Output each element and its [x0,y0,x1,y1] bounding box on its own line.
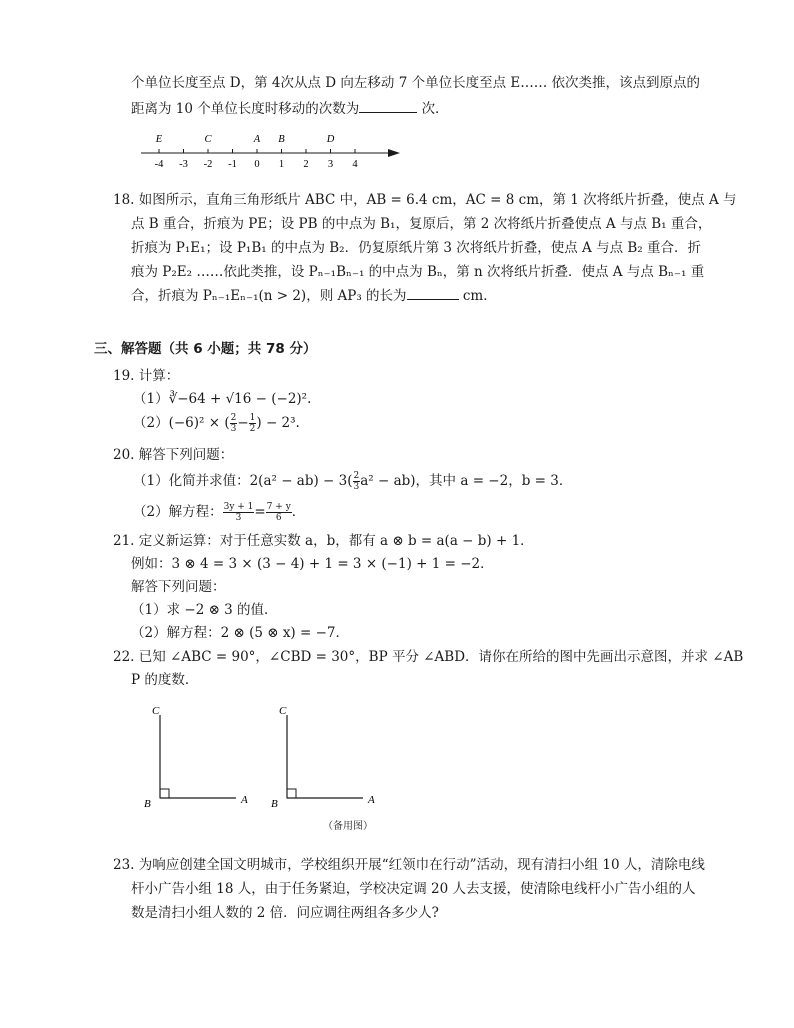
number-line-point-label: B [278,134,285,145]
q22-line-2: P 的度数． [131,672,199,688]
right-angle-icon [160,789,169,798]
number-line [136,128,406,172]
q22-spare-caption: （备用图） [323,821,373,832]
q17-line-2-end: 次． [421,101,449,117]
q20-fraction-3: $\frac{7 + y}{6}$ [266,502,291,523]
number-line-point-label: A [253,134,261,145]
q19-fraction-2: $\frac{1}{2}$ [249,413,256,434]
q18-line-2: 点 B 重合，折痕为 PE；设 PB 的中点为 B₁，复原后，第 2 次将纸片折叠使点 A 与点 B₁ 重合， [131,216,712,232]
number-line-point-label: C [204,134,212,145]
label-c: C [279,705,287,717]
q19-part-2-b: ) − 2³. [256,415,300,431]
number-line-tick-label: -1 [228,159,237,170]
q23-line-1: 23. 为响应创建全国文明城市，学校组织开展“红领巾在行动”活动，现有清扫小组 10 人，清除电线 [113,857,705,873]
number-line-tick-label: 1 [278,159,285,170]
q19-part-1: （1）∛−64 + √16 − (−2)². [133,391,312,407]
q17-answer-blank[interactable] [359,98,417,113]
q18-line-4: 痕为 P₂E₂ ……依此类推，设 Pₙ₋₁Bₙ₋₁ 的中点为 Bₙ，第 n 次将纸片折叠．使点 A 与点 Bₙ₋₁ 重 [131,264,705,280]
q19-part-2-a: （2）(−6)² × ( [133,415,230,431]
q20-part-2 [133,502,305,523]
q21-example: 例如：3 ⊗ 4 = 3 × (3 − 4) + 1 = 3 × (−1) + 1 = −2． [131,556,494,572]
q17-line-2-text: 距离为 10 个单位长度时移动的次数为 [131,101,360,117]
right-angle-icon [287,789,296,798]
q22-figure-spare [267,700,387,815]
q20-fraction-2: $\frac{3y + 1}{3}$ [223,502,254,523]
label-a: A [368,794,375,806]
q20-part-1 [133,471,572,492]
q20-part-1-b: a² − ab)，其中 a = −2，b = 3． [360,473,573,489]
q18-line-5-text: 合，折痕为 Pₙ₋₁Eₙ₋₁(n > 2)，则 AP₃ 的长为 [131,288,407,304]
q21-part-1: （1）求 −2 ⊗ 3 的值． [131,602,278,618]
q20-part-1-a: （1）化简并求值：2(a² − ab) − 3( [133,473,353,489]
q23-line-2: 杆小广告小组 18 人，由于任务紧迫，学校决定调 20 人去支援，使清除电线杆小广告小组的人 [131,881,696,897]
number-line-tick-label: 3 [327,159,334,170]
number-line-arrow-icon [388,149,400,157]
q21-title: 21. 定义新运算：对于任意实数 a，b，都有 a ⊗ b = a(a − b) + 1． [113,533,534,549]
q18-line-1: 18. 如图所示，直角三角形纸片 ABC 中，AB = 6.4 cm，AC = 8 cm，第 1 次将纸片折叠，使点 A 与 [113,192,737,208]
number-line-tick-label: 2 [303,159,309,170]
q18-answer-blank[interactable] [407,285,459,300]
q21-part-2: （2）解方程：2 ⊗ (5 ⊗ x) = −7． [131,625,349,641]
number-line-tick-label: -2 [203,159,213,170]
q20-title: 20. 解答下列问题： [113,447,234,463]
label-c: C [152,705,160,717]
q19-part-2: （2）(−6)² × ( $\frac{2}{3}$ − $\frac{1}{2}$ ) − 2³. [133,413,300,434]
label-a: A [241,794,248,806]
q20-fraction-1: $\frac{2}{3}$ [353,471,360,492]
q17-line-2 [131,98,449,119]
section-3-heading: 三、解答题（共 6 小题；共 78 分） [94,341,317,357]
number-line-point-label: E [155,134,163,145]
q17-line-1: 个单位长度至点 D，第 4次从点 D 向左移动 7 个单位长度至点 E…… 依次类推，该点到原点的 [131,75,701,91]
number-line-tick-label: -3 [179,159,188,170]
q20-part-2-a: （2）解方程： [133,504,223,520]
q22-figure-main [140,700,260,815]
q19-title: 19. 计算： [113,368,180,384]
q23-line-3: 数是清扫小组人数的 2 倍．问应调往两组各多少人? [131,905,439,921]
number-line-tick-label: 0 [254,159,260,170]
q19-fraction-1: $\frac{2}{3}$ [230,413,237,434]
number-line-tick-label: -4 [154,159,164,170]
q20-part-2-eq: = [254,504,266,520]
label-b: B [271,798,278,810]
q18-line-5 [131,285,497,306]
number-line-tick-label: 4 [352,159,358,170]
q21-prompt: 解答下列问题： [131,579,226,595]
q20-part-2-b: ． [291,504,306,520]
number-line-point-label: D [326,134,335,145]
label-b: B [144,798,151,810]
q18-line-5-end: cm． [462,288,497,304]
q22-line-1: 22. 已知 ∠ABC = 90°，∠CBD = 30°，BP 平分 ∠ABD．请你在所给的图中先画出示意图，并求 ∠AB [113,649,744,665]
q18-line-3: 折痕为 P₁E₁；设 P₁B₁ 的中点为 B₂．仍复原纸片第 3 次将纸片折叠，使点 A 与点 B₂ 重合．折 [131,240,702,256]
